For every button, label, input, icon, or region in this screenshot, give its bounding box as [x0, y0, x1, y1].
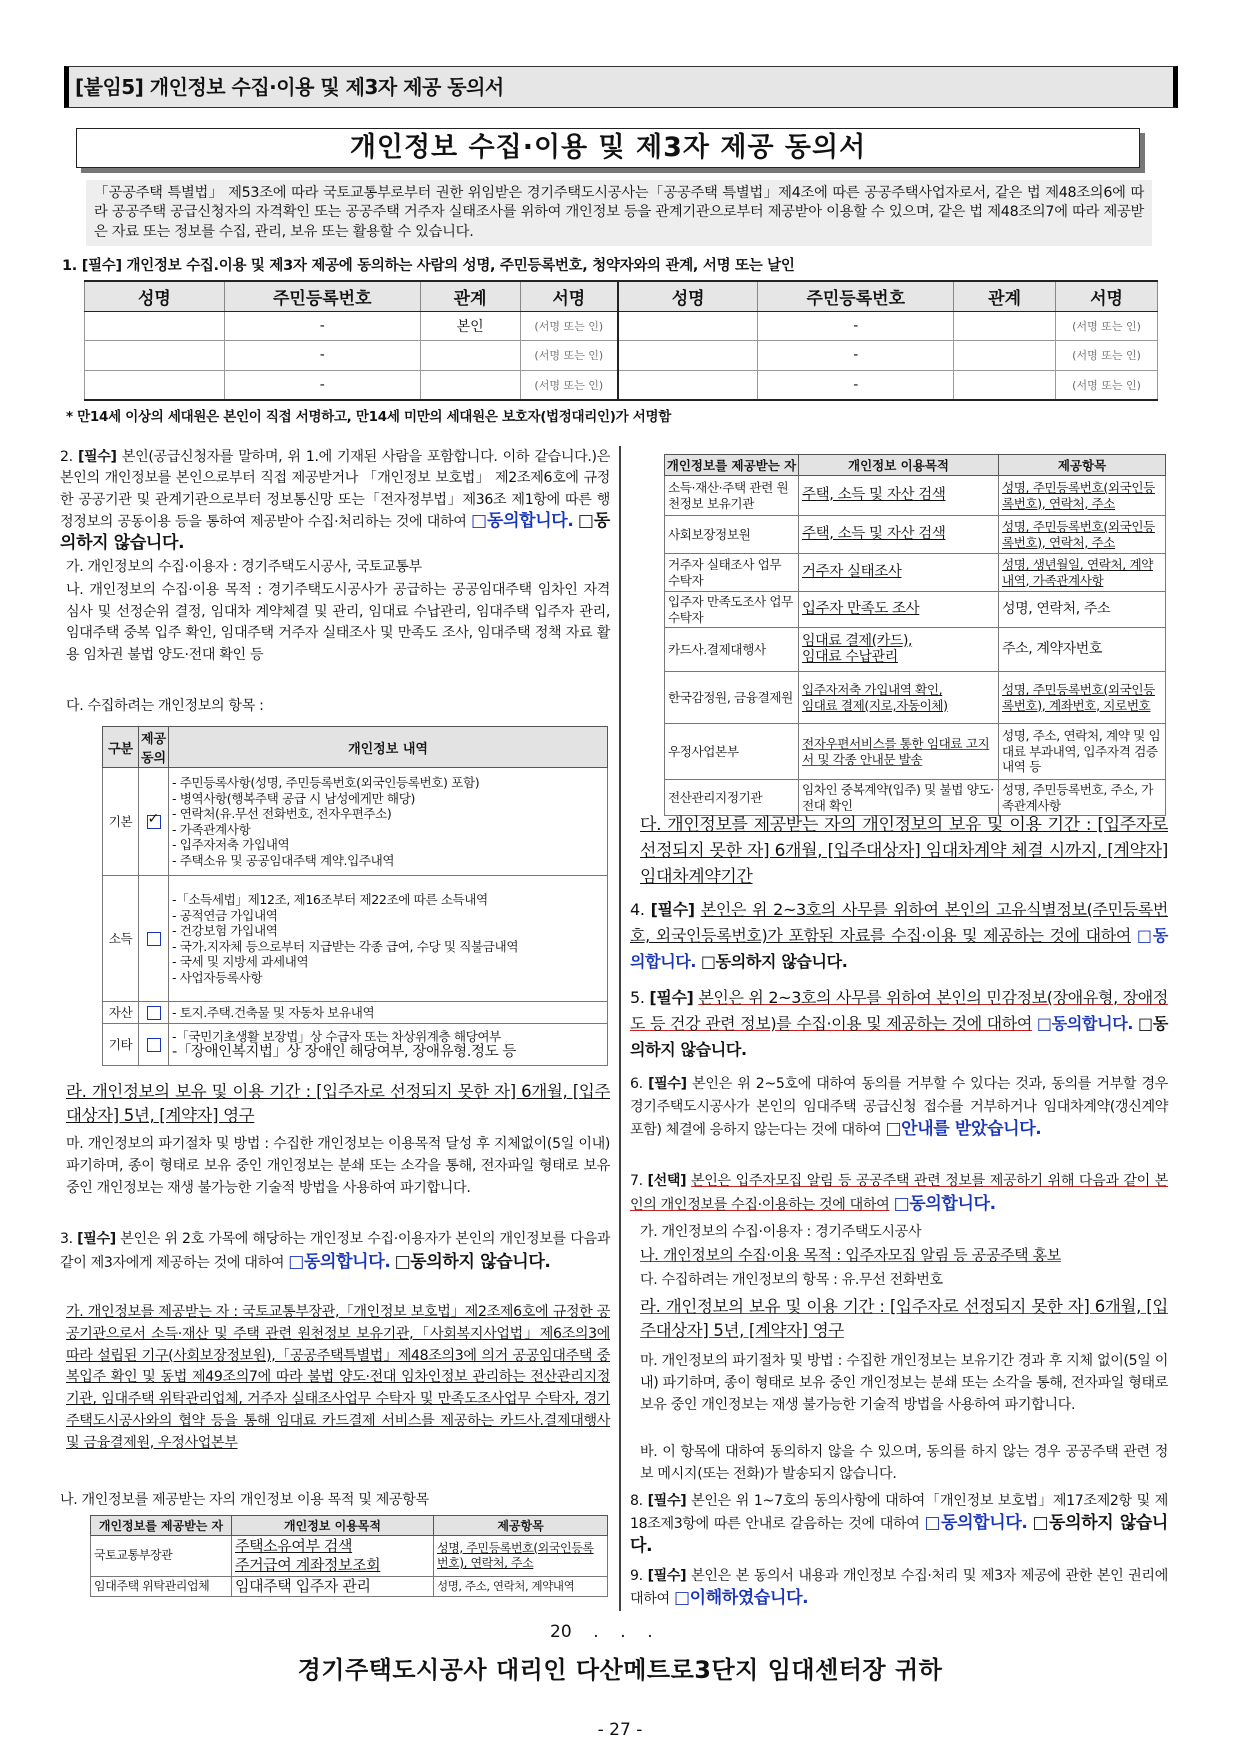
table-row [665, 672, 1166, 724]
relation-cell[interactable] [420, 370, 520, 400]
detail-list: - 주민등록사항(성명, 주민등록번호(외국인등록번호) 포함) - 병역사항(행복주택 공급 시 남성에게만 해당) - 연락처(유.무선 전화번호, 전자우편주소) - 가족관계사항 - 입주자저축 가입내역 - 주택소유 및 공공임대주택 계약.입주내역 [169, 768, 608, 876]
addressee: 경기주택도시공사 대리인 다산메트로3단지 임대센터장 귀하 [297, 1656, 943, 1684]
ack-checkbox[interactable]: □안내를 받았습니다. [885, 1119, 1042, 1139]
consent-checkbox[interactable] [147, 932, 161, 946]
recipient: 입주자 만족도조사 업무 수탁자 [665, 592, 799, 628]
category: 소득 [103, 876, 139, 1002]
col-relation-2: 관계 [954, 281, 1056, 311]
relation-cell[interactable] [954, 341, 1056, 371]
disagree-checkbox[interactable]: □동의하지 않습니다. [700, 952, 848, 971]
purpose: 거주자 실태조사 [799, 554, 999, 592]
items: 성명, 연락처, 주소 [999, 592, 1166, 628]
rrn-cell[interactable]: - [224, 370, 420, 400]
disagree-checkbox[interactable]: □동의하지 않습니다. [394, 1252, 551, 1272]
s2-ma: 마. 개인정보의 파기절차 및 방법 : 수집한 개인정보는 이용목적 달성 후 지체없이(5일 이내) 파기하며, 종이 형태로 보유 중인 개인정보는 분쇄 또는 소각을 통해, 전자파일 형태로 보유 중인 개인정보는 재생 불가능한 기술적 방법을 사용하여 파기합니다. [66, 1136, 610, 1196]
sign-cell[interactable]: (서명 또는 인) [520, 341, 618, 371]
purpose: 임차인 중복계약(입주) 및 불법 양도·전대 확인 [799, 780, 999, 816]
signature-table [84, 280, 1158, 401]
purpose: 주택, 소득 및 자산 검색 [799, 476, 999, 516]
s7-ra: 라. 개인정보의 보유 및 이용 기간 : [입주자로 선정되지 못한 자] 6개월, [입주대상자] 5년, [계약자] 영구 [640, 1297, 1168, 1340]
provider-table-left [90, 1515, 608, 1597]
recipient: 사회보장정보원 [665, 516, 799, 554]
table-row [103, 876, 608, 1002]
consent-checkbox[interactable] [147, 1038, 161, 1052]
rrn-cell[interactable]: - [758, 311, 954, 341]
section-2: 2. [필수] 본인(공급신청자를 말하며, 위 1.에 기재된 사람을 포함합니다. 이하 같습니다.)은 본인의 개인정보를 본인으로부터 직접 제공받거나 「개인정보 보호법」 제2조제6호에 규정한 공공기관 및 관계기관으로부터 정보통신망 또는「전자정부법」제36조 제1항에 따른 행정정보의 공동이용 등을 통하여 제공받아 수집·처리하는 것에 대하여 □동의합니다. □동의하지 않습니다. [60, 449, 610, 554]
name-cell[interactable] [85, 370, 225, 400]
s7-na: 나. 개인정보의 수집·이용 목적 : 입주자모집 알림 등 공공주택 홍보 [640, 1246, 1061, 1264]
s3-ga: 가. 개인정보를 제공받는 자 : 국토교통부장관,「개인정보 보호법」제2조제6호에 규정한 공공기관으로서 소득·재산 및 주택 관련 원천정보 보유기관,「사회복지사업법」제6조의3에 따라 설립된 기구(사회보장정보원),「공공주택특별법」제48조의3에 의거 공공임대주택 중복입주 확인 및 동법 제49조의7에 따라 불법 양도·전대 임차인정보 관리하는 전산관리지정기관, 임대주택 위탁관리업체, 거주자 실태조사업무 수탁자 및 만족도조사업무 수탁자, 경기주택도시공사와의 협약 등을 통해 임대료 카드결제 서비스를 제공하는 카드사.결제대행사 및 금융결제원, 우정사업본부 [66, 1304, 610, 1451]
table-row [91, 1536, 608, 1577]
consent-checkbox[interactable] [147, 815, 161, 829]
page-number: - 27 - [597, 1720, 643, 1740]
items: 성명, 주민등록번호(외국인등록번호), 연락처, 주소 [434, 1536, 608, 1577]
s3-na: 나. 개인정보를 제공받는 자의 개인정보 이용 목적 및 제공항목 [60, 1492, 429, 1508]
name-cell[interactable] [618, 311, 758, 341]
items: 성명, 주민등록번호, 주소, 가족관계사항 [999, 780, 1166, 816]
detail-list: - 토지.주택.건축물 및 자동차 보유내역 [169, 1002, 608, 1024]
agree-checkbox[interactable]: □동의합니다. [630, 926, 1168, 971]
table-row [103, 1024, 608, 1066]
table-row [665, 724, 1166, 780]
section-7: 7. [선택] 본인은 입주자모집 알림 등 공공주택 관련 정보를 제공하기 위해 다음과 같이 본인의 개인정보를 수집·이용하는 것에 대하여 □동의합니다. [630, 1173, 1168, 1214]
table-row [665, 592, 1166, 628]
col-relation: 관계 [420, 281, 520, 311]
relation-cell[interactable] [954, 311, 1056, 341]
column-divider [619, 446, 621, 1611]
section-1-heading: 1. [필수] 개인정보 수집.이용 및 제3자 제공에 동의하는 사람의 성명, 주민등록번호, 청약자와의 관계, 서명 또는 날인 [62, 258, 795, 274]
col-rrn-2: 주민등록번호 [758, 281, 954, 311]
s2-ga: 가. 개인정보의 수집·이용자 : 경기주택도시공사, 국토교통부 [66, 559, 422, 575]
recipient: 전산관리지정기관 [665, 780, 799, 816]
category: 기타 [103, 1024, 139, 1066]
items: 주소, 계약자번호 [999, 628, 1166, 672]
col-name-2: 성명 [618, 281, 758, 311]
s7-da: 다. 수집하려는 개인정보의 항목 : 유.무선 전화번호 [640, 1272, 943, 1288]
s3-da: 다. 개인정보를 제공받는 자의 개인정보의 보유 및 이용 기간 : [입주자로 선정되지 못한 자] 6개월, [입주대상자] 임대차계약 체결 시까지, [계약자] 임대차계약기간 [640, 815, 1168, 887]
items: 성명, 주민등록번호(외국인등록번호), 연락처, 주소 [999, 476, 1166, 516]
section-6: 6. [필수] 본인은 위 2~5호에 대하여 동의를 거부할 수 있다는 것과, 동의를 거부할 경우 경기주택도시공사가 본인의 임대주택 공급신청 접수를 거부하거나 임대차계약(갱신계약 포함) 체결에 응하지 않는다는 것에 대하여 □안내를 받았습니다. [630, 1076, 1168, 1139]
disagree-checkbox[interactable]: □동의하지 않습니다. [60, 510, 610, 554]
section-5: 5. [필수] 본인은 위 2~3호의 사무를 위하여 본인의 민감정보(장애유형, 장애정도 등 건강 관련 정보)를 수집·이용 및 제공하는 것에 대하여 □동의합니다. □동의하지 않습니다. [630, 988, 1168, 1059]
category: 기본 [103, 768, 139, 876]
agree-checkbox[interactable]: □동의합니다. [924, 1513, 1028, 1533]
s7-ga: 가. 개인정보의 수집·이용자 : 경기주택도시공사 [640, 1224, 922, 1240]
items: 성명, 주민등록번호(외국인등록번호), 연락처, 주소 [999, 516, 1166, 554]
purpose: 입주자저축 가입내역 확인, 임대료 결제(지로,자동이체) [799, 672, 999, 724]
recipient: 임대주택 위탁관리업체 [91, 1577, 232, 1597]
s2-na: 나. 개인정보의 수집·이용 목적 : 경기주택도시공사가 공급하는 공공임대주택 임차인 자격 심사 및 선정순위 결정, 임대차 계약체결 및 관리, 임대료 수납관리, 임대주택 입주자 관리, 임대주택 중복 입주 확인, 임대주택 거주자 실태조사 및 만족도 조사, 임대주택 정책 자료 활용 임차권 불법 양도·전대 확인 등 [66, 582, 610, 663]
table-row [85, 341, 1158, 371]
agree-checkbox[interactable]: □동의합니다. [288, 1252, 391, 1272]
col-sign: 서명 [520, 281, 618, 311]
signature-note: * 만14세 이상의 세대원은 본인이 직접 서명하고, 만14세 미만의 세대원은 보호자(법정대리인)가 서명함 [66, 409, 671, 425]
recipient: 한국감정원, 금융결제원 [665, 672, 799, 724]
name-cell[interactable] [618, 370, 758, 400]
detail-list: -「국민기초생활 보장법」상 수급자 또는 차상위계층 해당여부 -「장애인복지법」상 장애인 해당여부, 장애유형.정도 등 [169, 1024, 608, 1066]
purpose: 임대주택 입주자 관리 [232, 1577, 434, 1597]
table-row [665, 780, 1166, 816]
table-row [103, 1002, 608, 1024]
th-items: 제공항목 [999, 455, 1166, 476]
s7-ma: 마. 개인정보의 파기절차 및 방법 : 수집한 개인정보는 보유기간 경과 후 지체 없이(5일 이내) 파기하며, 종이 형태로 보유 중인 개인정보는 분쇄 또는 소각을 통해, 전자파일 형태로 보유 중인 개인정보는 재생 불가능한 기술적 방법을 사용하여 파기합니다. [640, 1353, 1168, 1413]
agree-checkbox[interactable]: □동의합니다. [893, 1194, 996, 1214]
th-detail: 개인정보 내역 [169, 727, 608, 768]
relation-cell[interactable] [954, 370, 1056, 400]
col-rrn: 주민등록번호 [224, 281, 420, 311]
th-consent: 제공 동의 [139, 727, 169, 768]
rrn-cell[interactable]: - [224, 311, 420, 341]
name-cell[interactable] [85, 341, 225, 371]
category: 자산 [103, 1002, 139, 1024]
recipient: 거주자 실태조사 업무 수탁자 [665, 554, 799, 592]
th-recipient: 개인정보를 제공받는 자 [665, 455, 799, 476]
th-purpose: 개인정보 이용목적 [799, 455, 999, 476]
attachment-label: [붙임5] 개인정보 수집·이용 및 제3자 제공 동의서 [64, 66, 1178, 108]
recipient: 소득·재산·주택 관련 원천정보 보유기관 [665, 476, 799, 516]
disagree-checkbox[interactable]: □동의하지 않습니다. [630, 1513, 1168, 1556]
rrn-cell[interactable]: - [758, 341, 954, 371]
th-recipient: 개인정보를 제공받는 자 [91, 1516, 232, 1536]
section-8: 8. [필수] 본인은 위 1~7호의 동의사항에 대하여「개인정보 보호법」제17조제2항 및 제18조제3항에 따른 안내로 갈음하는 것에 대하여 □동의합니다. □동의하지 않습니다. [630, 1493, 1168, 1556]
table-row [665, 476, 1166, 516]
col-name: 성명 [85, 281, 225, 311]
sign-cell[interactable]: (서명 또는 인) [1056, 341, 1158, 371]
section-9: 9. [필수] 본인은 본 동의서 내용과 개인정보 수집·처리 및 제3자 제공에 관한 본인 권리에 대하여 □이해하였습니다. [630, 1568, 1168, 1608]
understood-checkbox[interactable]: □이해하였습니다. [673, 1588, 809, 1608]
provider-table-right [664, 454, 1166, 816]
sign-cell[interactable]: (서명 또는 인) [1056, 311, 1158, 341]
section-4: 4. [필수] 본인은 위 2~3호의 사무를 위하여 본인의 고유식별정보(주민등록번호, 외국인등록번호)가 포함된 자료를 수집·이용 및 제공하는 것에 대하여 □동의합니다. □동의하지 않습니다. [630, 900, 1168, 971]
th-category: 구분 [103, 727, 139, 768]
agree-checkbox[interactable]: □동의합니다. [470, 510, 574, 531]
section-3: 3. [필수] 본인은 위 2호 가목에 해당하는 개인정보 수집·이용자가 본인의 개인정보를 다음과 같이 제3자에게 제공하는 것에 대하여 □동의합니다. □동의하지 않습니다. [60, 1231, 610, 1272]
table-row [665, 628, 1166, 672]
items: 성명, 주소, 연락처, 계약내역 [434, 1577, 608, 1597]
sign-cell[interactable]: (서명 또는 인) [1056, 370, 1158, 400]
rrn-cell[interactable]: - [758, 370, 954, 400]
relation-cell[interactable] [420, 341, 520, 371]
intro-text: 「공공주택 특별법」 제53조에 따라 국토교통부로부터 권한 위임받은 경기주택도시공사는「공공주택 특별법」제4조에 따른 공공주택사업자로서, 같은 법 제48조의6에 따라 공공주택 공급신청자의 자격확인 또는 공공주택 거주자 실태조사를 위하여 개인정보 등을 관계기관으로부터 제공받아 이용할 수 있으며, 같은 법 제48조의7에 따라 제공받은 자료 또는 정보를 수집, 관리, 보유 또는 활용할 수 있습니다. [86, 180, 1152, 246]
collection-items-table [102, 726, 608, 1066]
table-row [85, 311, 1158, 341]
name-cell[interactable] [85, 311, 225, 341]
th-purpose: 개인정보 이용목적 [232, 1516, 434, 1536]
relation-cell[interactable]: 본인 [420, 311, 520, 341]
s2-ra: 라. 개인정보의 보유 및 이용 기간 : [입주자로 선정되지 못한 자] 6개월, [입주대상자] 5년, [계약자] 영구 [66, 1082, 610, 1125]
disagree-checkbox[interactable]: □동의하지 않습니다. [630, 1014, 1168, 1059]
s2-da: 다. 수집하려는 개인정보의 항목 : [66, 698, 264, 714]
items: 성명, 주소, 연락처, 계약 및 임대료 부과내역, 입주자격 검증내역 등 [999, 724, 1166, 780]
recipient: 우정사업본부 [665, 724, 799, 780]
purpose: 입주자 만족도 조사 [799, 592, 999, 628]
table-row [85, 370, 1158, 400]
rrn-cell[interactable]: - [224, 341, 420, 371]
col-sign-2: 서명 [1056, 281, 1158, 311]
sign-cell[interactable]: (서명 또는 인) [520, 370, 618, 400]
purpose: 전자우편서비스를 통한 임대료 고지서 및 각종 안내문 발송 [799, 724, 999, 780]
items: 성명, 생년월일, 연락처, 계약내역, 가족관계사항 [999, 554, 1166, 592]
purpose: 주택, 소득 및 자산 검색 [799, 516, 999, 554]
consent-checkbox[interactable] [147, 1006, 161, 1020]
s7-ba: 바. 이 항목에 대하여 동의하지 않을 수 있으며, 동의를 하지 않는 경우 공공주택 관련 정보 메시지(또는 전화)가 발송되지 않습니다. [640, 1444, 1168, 1482]
table-row [103, 768, 608, 876]
name-cell[interactable] [618, 341, 758, 371]
table-row [91, 1577, 608, 1597]
th-items: 제공항목 [434, 1516, 608, 1536]
table-row [665, 516, 1166, 554]
items: 성명, 주민등록번호(외국인등록번호), 계좌번호, 지로번호 [999, 672, 1166, 724]
page-title: 개인정보 수집·이용 및 제3자 제공 동의서 [76, 128, 1140, 168]
recipient: 카드사.결제대행사 [665, 628, 799, 672]
purpose: 주택소유여부 검색 주거급여 계좌정보조회 [232, 1536, 434, 1577]
purpose: 임대료 결제(카드), 임대료 수납관리 [799, 628, 999, 672]
date-line[interactable]: 20 . . . [550, 1622, 653, 1642]
table-row [665, 554, 1166, 592]
agree-checkbox[interactable]: □동의합니다. [1036, 1014, 1134, 1033]
detail-list: -「소득세법」제12조, 제16조부터 제22조에 따른 소득내역 - 공적연금 가입내역 - 건강보험 가입내역 - 국가.지자체 등으로부터 지급받는 각종 급여, 수당 및 직불금내역 - 국세 및 지방세 과세내역 - 사업자등록사항 [169, 876, 608, 1002]
recipient: 국토교통부장관 [91, 1536, 232, 1577]
sign-cell[interactable]: (서명 또는 인) [520, 311, 618, 341]
